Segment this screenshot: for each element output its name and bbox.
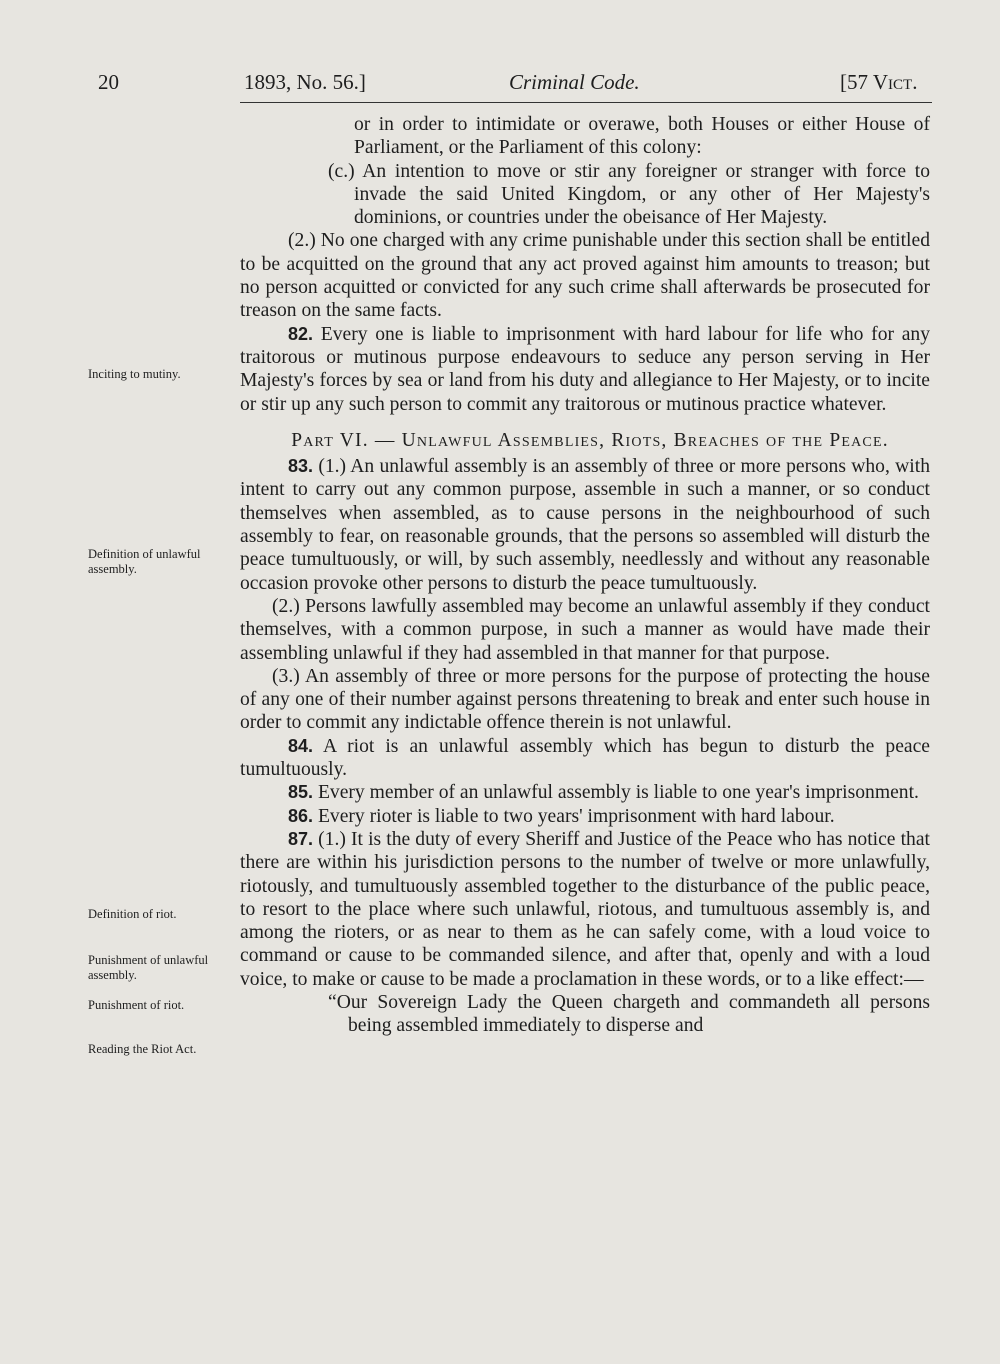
- paragraph-continuation: or in order to intimidate or overawe, both Houses or either House of Parliament, or the Parliament of this colony:: [354, 114, 930, 159]
- section-86-text: Every rioter is liable to two years' imprisonment with hard labour.: [317, 805, 835, 827]
- clause-c-label: (c.): [328, 160, 355, 182]
- margin-note-definition-unlawful-assembly: Definition of unlawful assembly.: [88, 547, 201, 576]
- header-rule: [240, 102, 932, 103]
- running-title: Criminal Code.: [509, 70, 640, 94]
- margin-note-reading-riot-act: Reading the Riot Act.: [88, 1042, 197, 1056]
- section-86-number: 86.: [288, 805, 314, 826]
- page-number: 20: [98, 70, 119, 94]
- margin-note-punishment-unlawful-assembly: Punishment of unlawful assembly.: [88, 953, 209, 982]
- section-85: [240, 781, 930, 804]
- subsection-2: (2.) No one charged with any crime punishable under this section shall be entitled to be acquitted on the ground that any act proved against him amounts to treason; but no person acquitted or convicted for any such crime shall afterwards be prosecuted for treason on the same facts.: [240, 230, 930, 322]
- section-85-number: 85.: [288, 782, 314, 803]
- page-header: [0, 62, 1000, 102]
- act-year-number: 1893, No. 56.]: [244, 70, 366, 94]
- section-83-1-text: (1.) An unlawful assembly is an assembly of three or more persons who, with intent to carry out any common purpose, assemble in such a manner, or so conduct themselves when assembled, as to cause persons in the neighbourhood of such assembly to fear, on reasonable grounds, that the persons so assembled will disturb the peace tumultuously, or will, by such assembly, needlessly and without any reasonable occasion provoke other persons to disturb the peace tumultuously.: [240, 456, 930, 594]
- section-83-2: (2.) Persons lawfully assembled may become an unlawful assembly if they conduct themselves, with a common purpose, in such a manner as would have made their assembling unlawful if they had assembled in that manner for that purpose.: [240, 595, 930, 664]
- section-82-number: 82.: [288, 323, 314, 344]
- regnal-year: [57 Vict.: [840, 70, 918, 94]
- clause-c: [240, 160, 930, 230]
- section-84-text: A riot is an unlawful assembly which has begun to disturb the peace tumultuously.: [240, 735, 930, 781]
- section-83-number: 83.: [288, 456, 314, 477]
- margin-note-inciting-to-mutiny: Inciting to mutiny.: [88, 367, 181, 381]
- section-83-1: [240, 455, 930, 595]
- section-87-1: [240, 828, 930, 991]
- section-82-text: Every one is liable to imprisonment with hard labour for life who for any traitorous or mutinous purpose endeavours to seduce any person serving in Her Majesty's forces by sea or land from his duty and allegiance to Her Majesty, or to incite or stir up any such person to commit any traitorous or mutinous practice whatever.: [240, 323, 930, 415]
- section-84: [240, 735, 930, 782]
- proclamation-quote: “Our Sovereign Lady the Queen chargeth and commandeth all persons being assembled immediately to disperse and: [328, 991, 930, 1037]
- section-83-3: (3.) An assembly of three or more persons for the purpose of protecting the house of any one of their number against persons threatening to break and enter such house in order to commit any indictable offence therein is not unlawful.: [240, 665, 930, 734]
- section-87-number: 87.: [288, 828, 314, 849]
- section-85-text: Every member of an unlawful assembly is liable to one year's imprisonment.: [317, 782, 919, 804]
- clause-c-text: An intention to move or stir any foreigner or stranger with force to invade the said United Kingdom, or any other of Her Majesty's dominions, or countries under the obeisance of Her Majesty.: [354, 160, 930, 229]
- section-84-number: 84.: [288, 735, 314, 756]
- main-text: [240, 113, 930, 1038]
- section-87-1-text: (1.) It is the duty of every Sheriff and Justice of the Peace who has notice that there are within his jurisdiction persons to the number of twelve or more unlawfully, riotously, and tumultuously assembled together to the disturbance of the public peace, to resort to the place where such unlawful, riotous, and tumultuous assembly is, and among the rioters, or as near to them as he can safely come, with a loud voice to command or cause to be commanded silence, and after that, openly and with a loud voice, to make or cause to be made a proclamation in these words, or to a like effect:—: [240, 828, 930, 990]
- section-82: [240, 323, 930, 416]
- section-86: [240, 805, 930, 828]
- part-heading: Part VI. — Unlawful Assemblies, Riots, Breaches of the Peace.: [291, 429, 889, 451]
- margin-note-definition-riot: Definition of riot.: [88, 907, 177, 921]
- margin-note-punishment-riot: Punishment of riot.: [88, 998, 185, 1012]
